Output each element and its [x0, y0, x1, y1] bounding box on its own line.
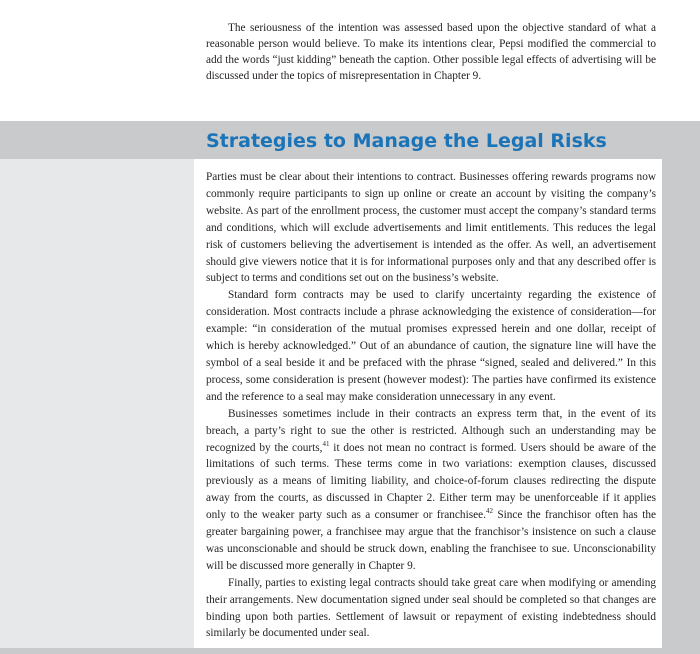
bottom-gray-edge	[0, 648, 700, 654]
paragraph-text-part: Since the franchisor often has the greater bargaining power, a franchisee may argue that the franchisor’s insistence on such a clause was unconscionable and should be struck down, enabling the franchisee to sue. Unconscionability will be discussed more generally in Chapter 9.	[206, 509, 656, 572]
paragraph-modifying-contracts: Finally, parties to existing legal contracts should take great care when modifying or amending their arrangements. New documentation signed under seal should be completed so that changes are binding upon both parties. Settlement of lawsuit or repayment of existing indebtedness should similarly be documented under seal.	[206, 576, 656, 640]
paragraph-restricting-right-to-sue	[206, 406, 656, 575]
footnote-ref-42[interactable]: 42	[485, 507, 493, 516]
paragraph-text-part: Businesses sometimes include in their contracts an express term that, in the event of its breach, a party’s right to sue the other is restricted. Although such an understanding may be recognized by the courts,	[206, 407, 656, 454]
section-title: Strategies to Manage the Legal Risks	[206, 130, 607, 152]
section-body	[206, 169, 656, 642]
intro-paragraph: The seriousness of the intention was assessed based upon the objective standard of what a reasonable person would believe. To make its intentions clear, Pepsi modified the commercial to add the words “just kidding” beneath the caption. Other possible legal effects of advertising will be discussed under the topics of misrepresentation in Chapter 9.	[206, 22, 656, 82]
footnote-ref-41[interactable]: 41	[322, 439, 330, 448]
right-gray-margin	[662, 121, 700, 654]
paragraph-standard-form-contracts: Standard form contracts may be used to clarify uncertainty regarding the existence of consideration. Most contracts include a phrase acknowledging the existence of consideration—for example: “in consideration of the mutual promises expressed herein and one dollar, receipt of which is hereby acknowledged.” Out of an abundance of caution, the signature line will have the symbol of a seal beside it and be prefaced with the phrase “signed, sealed and delivered.” In this process, some consideration is present (however modest): The parties have confirmed its existence and the reference to a seal may make consideration unnecessary in any event.	[206, 289, 656, 403]
paragraph-rewards-programs: Parties must be clear about their intentions to contract. Businesses offering rewards programs now commonly require participants to sign up online or create an account by visiting the company’s website. As part of the enrollment process, the customer must accept the company’s standard terms and conditions, which will exclude advertisements and limit entitlements. This reduces the legal risk of customers believing the advertisement is intended as the offer. As well, an advertisement should give viewers notice that it is for informational purposes only and that any described offer is subject to terms and conditions set out on the business’s website.	[206, 171, 656, 285]
paragraph-text-part: it does not mean no contract is formed. Users should be aware of the limitations of such terms. These terms come in two variations: exemption clauses, discussed previously as a means of limiting liability, and choice-of-forum clauses redirecting the dispute away from the courts, as discussed in Chapter 2. Either term may be unenforceable if it applies only to the weaker party such as a consumer or franchisee.	[206, 441, 656, 522]
